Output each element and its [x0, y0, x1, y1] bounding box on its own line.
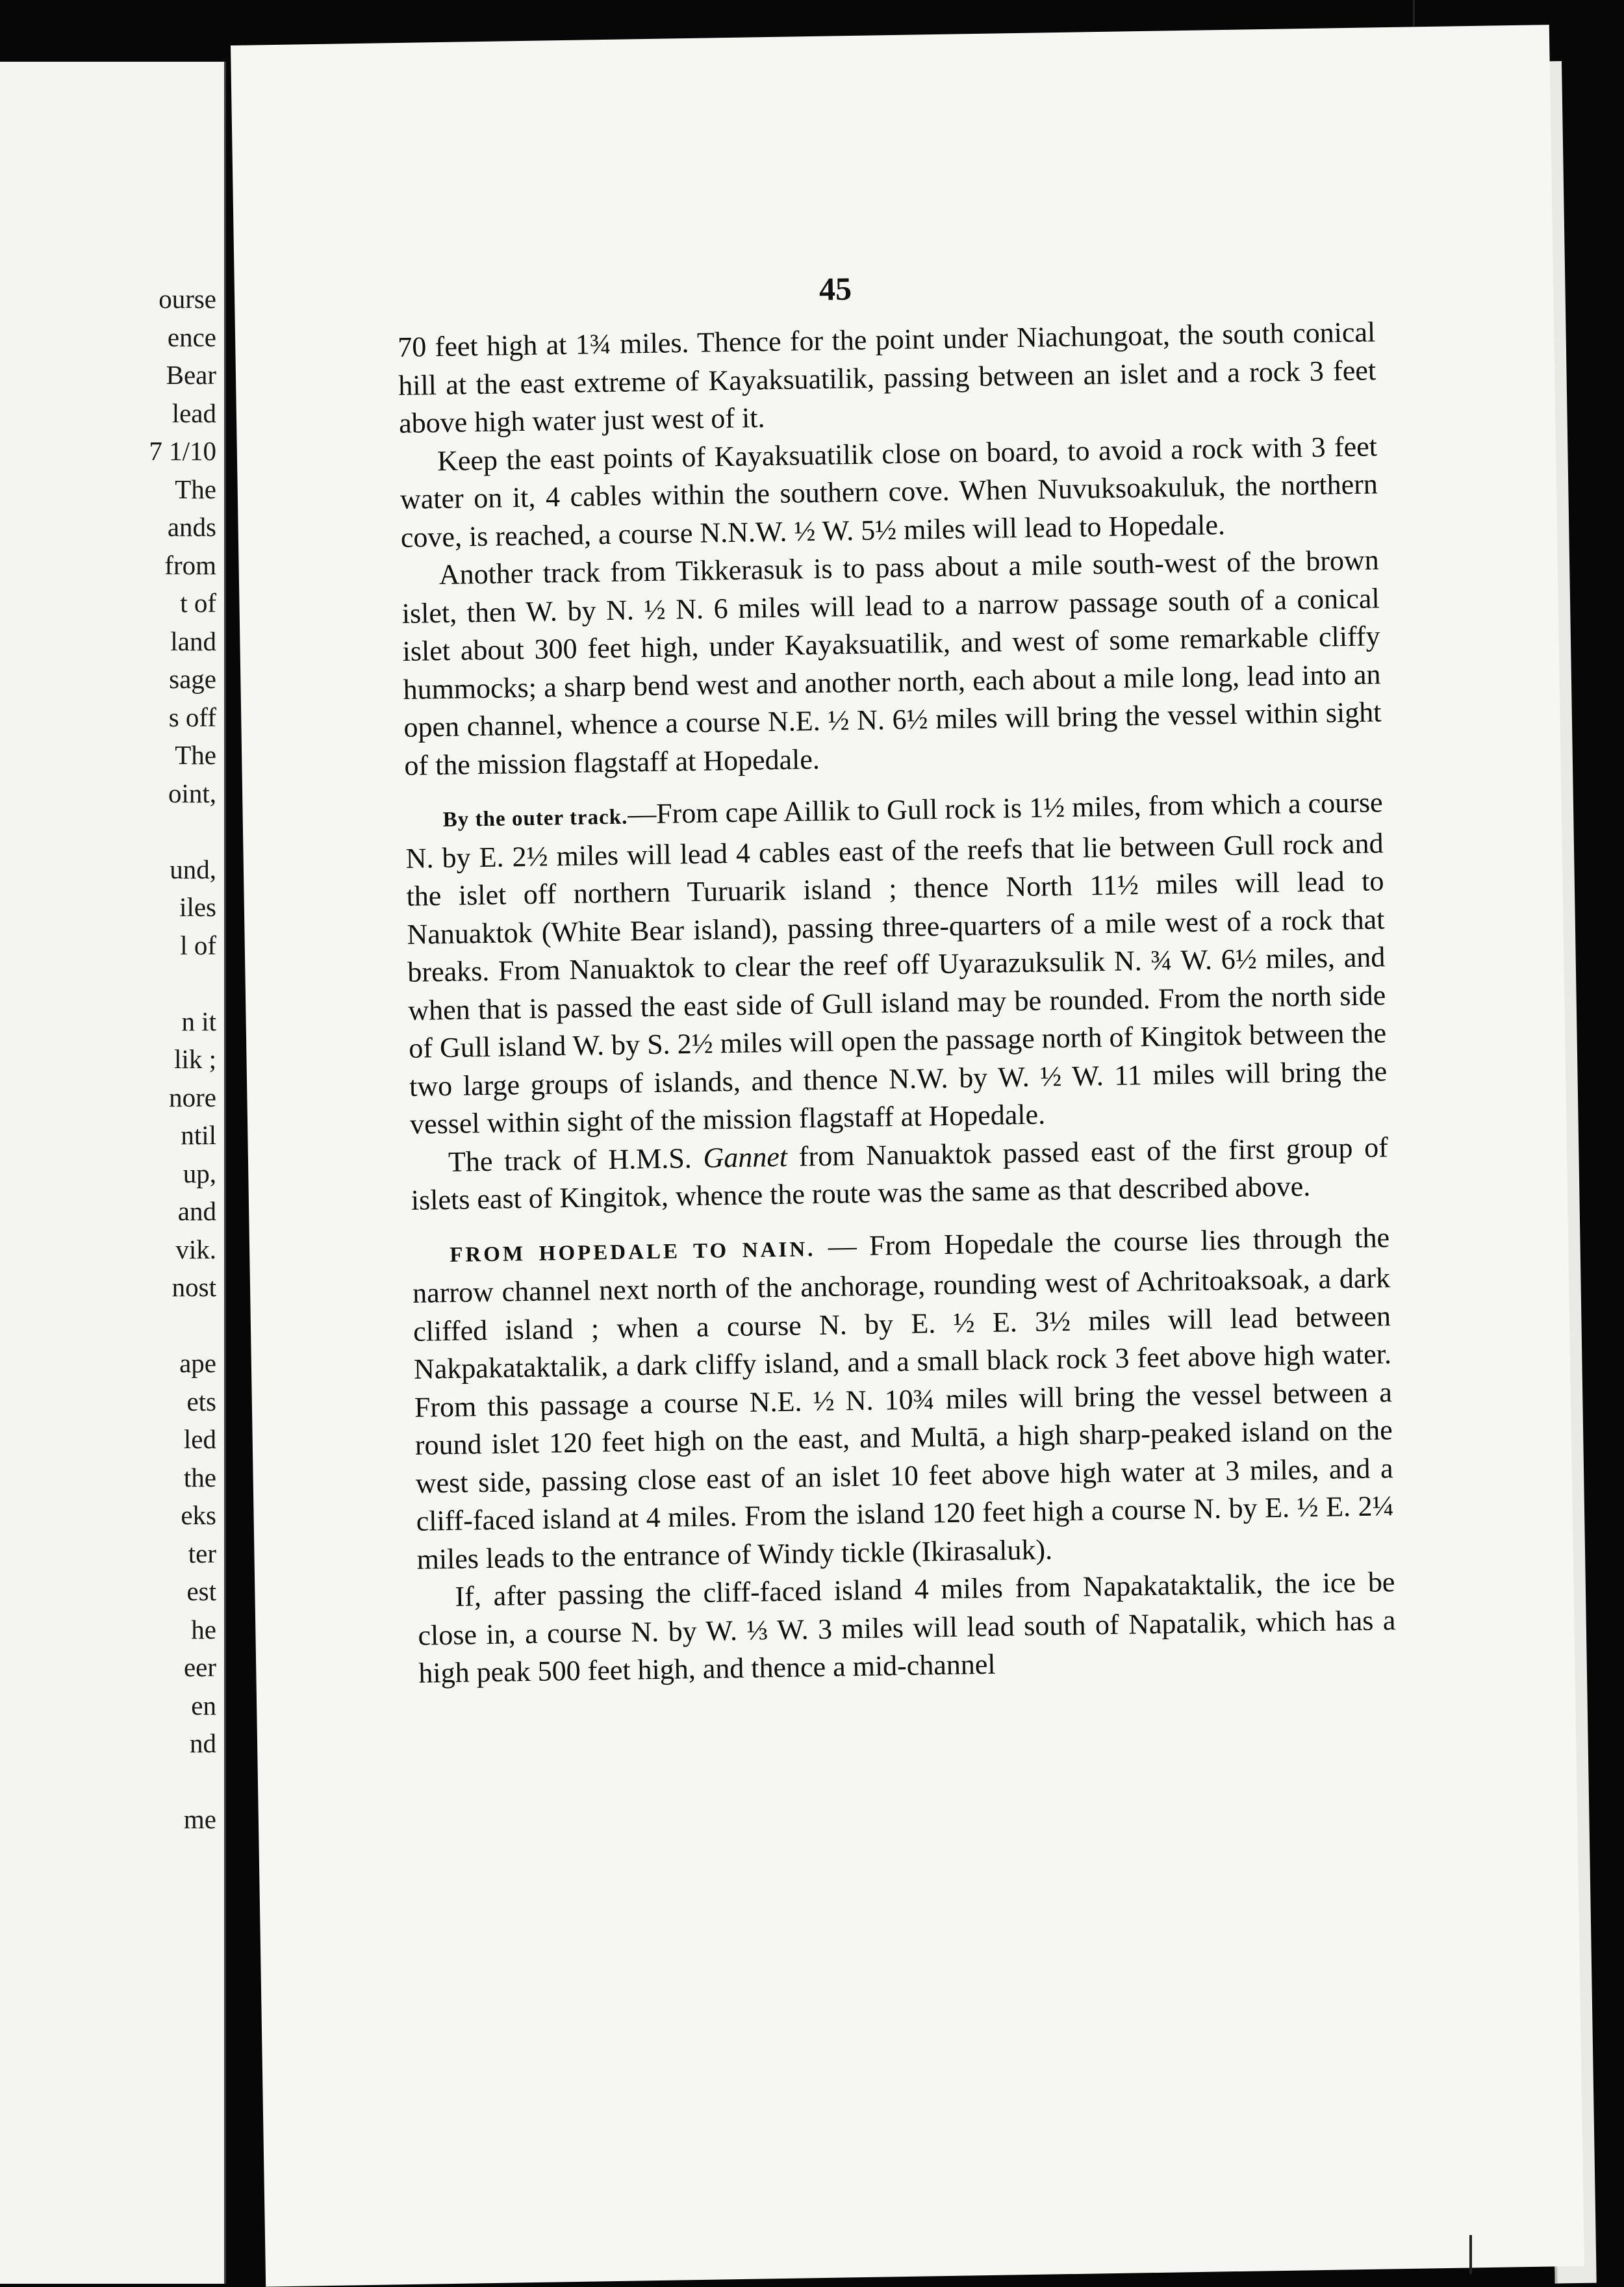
paragraph-5-text-after: from Nanuaktok passed east of the first group of islets east of Kingitok, whence the route was the same as that described above.: [411, 1131, 1389, 1216]
left-page-fragment: l of: [180, 930, 216, 960]
paragraph-6-text: — From Hopedale the course lies through the narrow channel next north of the anchorage, rounding west of Achritoaksoak, a dark cliffed island ; when a course N. by E. ½ E. 3½ miles will lead between Nakpakataktalik, a dark cliffy island, and a small black rock 3 feet above high water. From this passage a course N.E. ½ N. 10¾ miles will bring the vessel between a round islet 120 feet high on the east, and Multā, a high sharp-peaked island on the west side, passing close east of an islet 10 feet above high water at 3 miles, and a cliff-faced island at 4 miles. From the island 120 feet high a course N. by E. ½ E. 2¼ miles leads to the entrance of Windy tickle (Ikirasaluk).: [412, 1221, 1394, 1576]
page-body: [398, 313, 1397, 1693]
left-page-fragment: est: [186, 1576, 216, 1606]
left-page-fragment: t of: [180, 588, 216, 618]
left-page-fragment: Bear: [166, 360, 216, 390]
left-page-fragment: und,: [170, 854, 216, 884]
left-page-fragment: lead: [171, 398, 216, 428]
paragraph-3: Another track from Tikkerasuk is to pass about a mile south-west of the brown islet, then W. by N. ½ N. 6 miles will lead to a narrow passage south of a conical islet about 300 feet high, under Kayaksuatilik, and west of some remarkable cliffy hummocks; a sharp bend west and another north, each about a mile long, lead into an open channel, whence a course N.E. ½ N. 6½ miles will bring the vessel within sight of the mission flagstaff at Hopedale.: [401, 544, 1382, 782]
paragraph-6: [412, 1219, 1395, 1579]
paragraph-5: [411, 1129, 1389, 1220]
left-page-fragment: The: [175, 474, 216, 504]
left-page-fragment: up,: [183, 1158, 216, 1188]
scan-mark: [1413, 0, 1415, 26]
left-page-fragment: ter: [188, 1538, 216, 1568]
left-page-text-fragments: [132, 62, 216, 2284]
paragraph-2: Keep the east points of Kayaksuatilik close on board, to avoid a rock with 3 feet water on it, 4 cables within the southern cove. When Nuvuksoakuluk, the northern cove, is reached, a course N.N.W. ½ W. 5½ miles will lead to Hopedale.: [400, 429, 1378, 554]
page-number: 45: [818, 270, 852, 307]
left-page-fragment: me: [183, 1804, 216, 1834]
left-page-fragment: 7 1/10: [149, 436, 216, 466]
ship-name: Gannet: [703, 1140, 788, 1174]
left-page-fragment: sage: [169, 664, 216, 694]
scan-mark: [1469, 2235, 1472, 2274]
left-facing-page: [0, 62, 226, 2284]
left-page-fragment: n it: [181, 1006, 216, 1036]
section-heading-outer-track: By the outer track.: [442, 805, 628, 832]
left-page-fragment: The: [175, 740, 216, 770]
left-page-fragment: ence: [167, 322, 216, 352]
left-page-fragment: oint,: [168, 778, 216, 808]
left-page-fragment: nost: [171, 1272, 216, 1302]
left-page-fragment: ands: [167, 512, 216, 542]
left-page-fragment: land: [170, 626, 216, 656]
book-page: [231, 25, 1584, 2286]
left-page-fragment: iles: [179, 892, 216, 922]
left-page-fragment: ntil: [181, 1120, 216, 1150]
left-page-fragment: ourse: [159, 284, 216, 314]
left-page-fragment: he: [191, 1614, 216, 1644]
paragraph-4: [405, 784, 1388, 1144]
left-page-fragment: ets: [186, 1386, 216, 1416]
left-page-fragment: en: [191, 1690, 216, 1720]
left-page-fragment: nore: [169, 1082, 216, 1112]
left-page-fragment: eer: [183, 1652, 216, 1682]
paragraph-1: 70 feet high at 1¾ miles. Thence for the point under Niachungoat, the south conical hill at the east extreme of Kayaksuatilik, passing between an islet and a rock 3 feet above high water just west of it.: [397, 316, 1377, 439]
left-page-fragment: eks: [181, 1500, 216, 1530]
left-page-fragment: s off: [168, 702, 216, 732]
left-page-fragment: nd: [190, 1728, 216, 1758]
left-page-fragment: lik ;: [174, 1044, 216, 1074]
left-page-fragment: from: [164, 550, 216, 580]
section-heading-hopedale-to-nain: FROM HOPEDALE TO NAIN.: [449, 1237, 816, 1267]
paragraph-4-text: —From cape Aillik to Gull rock is 1½ miles, from which a course N. by E. 2½ miles will lead 4 cables east of the reefs that lie between Gull rock and the islet off northern Turuarik island ; thence North 11½ miles will lead to Nanuaktok (White Bear island), passing three-quarters of a mile west of a rock that breaks. From Nanuaktok to clear the reef off Uyarazuksulik N. ¾ W. 6½ miles, and when that is passed the east side of Gull island may be rounded. From the north side of Gull island W. by S. 2½ miles will open the passage north of Kingitok between the two large groups of islands, and thence N.W. by W. ½ W. 11 miles will bring the vessel within sight of the mission flagstaff at Hopedale.: [405, 786, 1388, 1140]
left-page-fragment: ape: [179, 1348, 216, 1378]
paragraph-7: If, after passing the cliff-faced island 4 miles from Napakataktalik, the ice be close in, a course N. by W. ⅓ W. 3 miles will lead south of Napatalik, which has a high peak 500 feet high, and thence a mid-channel: [418, 1566, 1396, 1689]
left-page-fragment: and: [177, 1196, 216, 1226]
left-page-fragment: the: [183, 1462, 216, 1492]
paragraph-5-text-before: The track of H.M.S.: [448, 1142, 704, 1178]
left-page-fragment: vik.: [175, 1234, 216, 1264]
left-page-fragment: led: [183, 1424, 216, 1454]
